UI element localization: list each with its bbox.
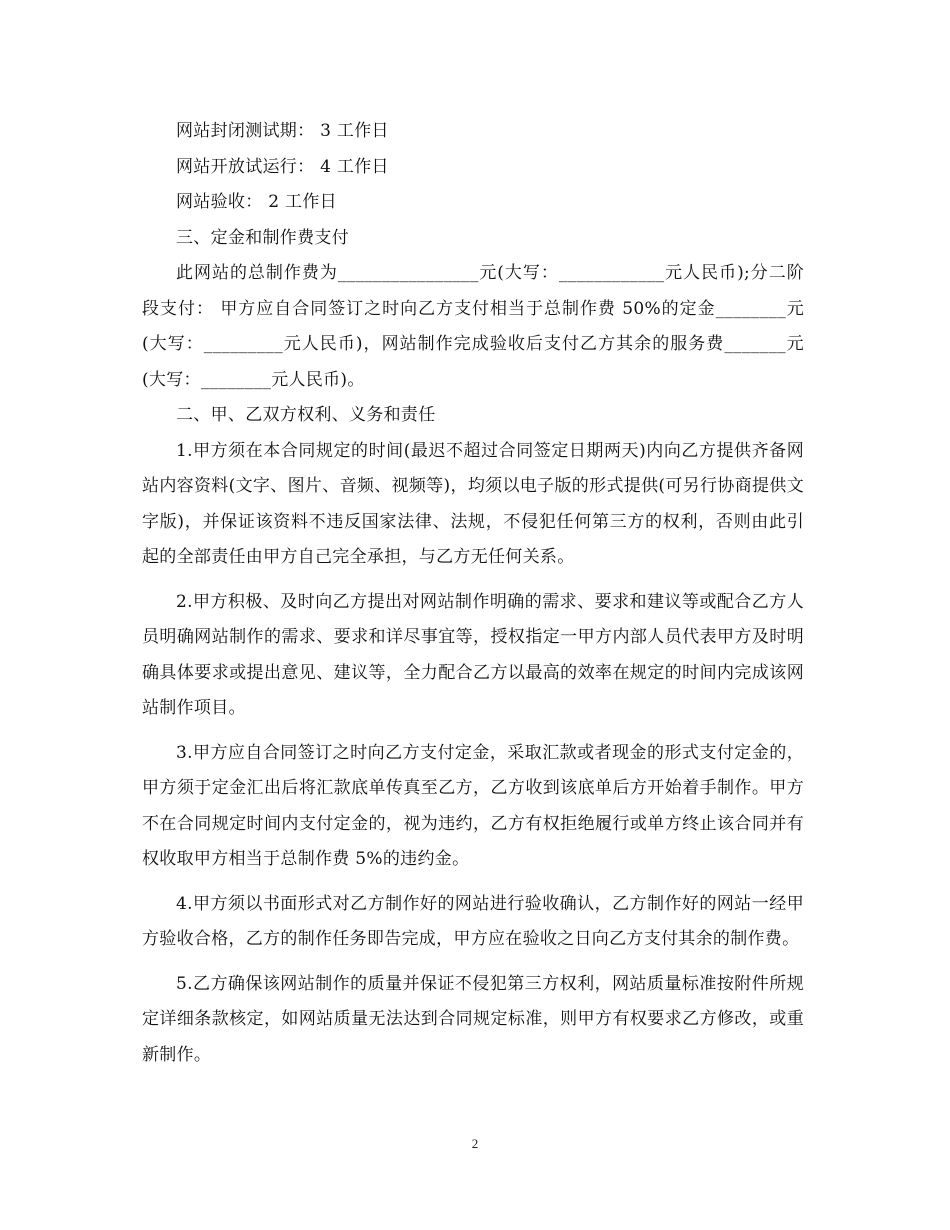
paragraph-acceptance: 网站验收： 2 工作日 [176, 192, 337, 212]
clause-5: 5.乙方确保该网站制作的质量并保证不侵犯第三方权利，网站质量标准按附件所规定详细条款核定，如网站质量无法达到合同规定标准，则甲方有权要求乙方修改，或重新制作。 [142, 973, 804, 1065]
section-heading-deposit-payment: 三、定金和制作费支付 [176, 227, 349, 248]
clause-2: 2.甲方积极、及时向乙方提出对网站制作明确的需求、要求和建议等或配合乙方人员明确网站制作的需求、要求和详尽事宜等，授权指定一甲方内部人员代表甲方及时明确具体要求或提出意见、建议等，全力配合乙方以最高的效率在规定的时间内完成该网站制作项目。 [142, 591, 804, 718]
clause-3: 3.甲方应自合同签订之时向乙方支付定金，采取汇款或者现金的形式支付定金的，甲方须于定金汇出后将汇款底单传真至乙方，乙方收到该底单后方开始着手制作。甲方不在合同规定时间内支付定金的，视为违约，乙方有权拒绝履行或单方终止该合同并有权收取甲方相当于总制作费 5%的违约金。 [142, 742, 804, 869]
section-heading-rights-obligations: 二、甲、乙双方权利、义务和责任 [176, 405, 436, 425]
paragraph-payment-terms: 此网站的总制作费为________________元(大写：____________元人民币);分二阶段支付： 甲方应自合同签订之时向乙方支付相当于总制作费 50%的定金________元(大写：_________元人民币)，网站制作完成验收后支付乙方其余的服务费_______元(大写：________元人民币)。 [142, 263, 804, 390]
paragraph-open-trial-run: 网站开放试运行： 4 工作日 [176, 156, 389, 177]
page-number: 2 [471, 1136, 479, 1151]
clause-4: 4.甲方须以书面形式对乙方制作好的网站进行验收确认，乙方制作好的网站一经甲方验收合格，乙方的制作任务即告完成，甲方应在验收之日向乙方支付其余的制作费。 [142, 893, 804, 949]
paragraph-closed-test-period: 网站封闭测试期： 3 工作日 [176, 121, 389, 141]
clause-1: 1.甲方须在本合同规定的时间(最迟不超过合同签定日期两天)内向乙方提供齐备网站内容资料(文字、图片、音频、视频等)，均须以电子版的形式提供(可另行协商提供文字版)，并保证该资料不违反国家法律、法规，不侵犯任何第三方的权利，否则由此引起的全部责任由甲方自己完全承担，与乙方无任何关系。 [142, 440, 804, 567]
document-body [142, 114, 804, 1073]
